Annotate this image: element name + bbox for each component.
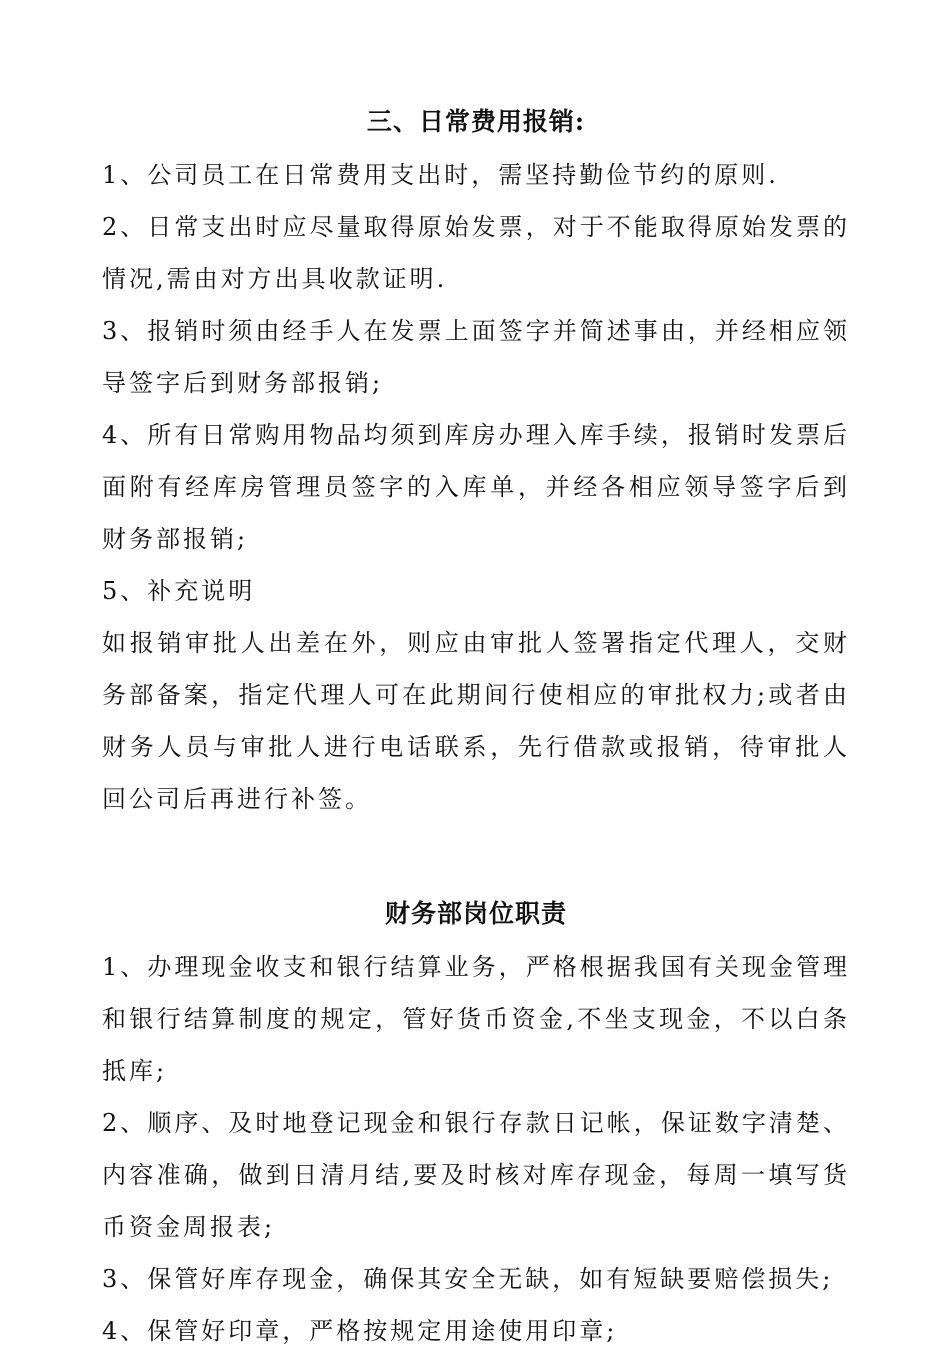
section-spacer xyxy=(102,825,850,887)
section-three-title: 三、日常费用报销: xyxy=(366,107,586,136)
section-three-item-3: 3、报销时须由经手人在发票上面签字并简述事由，并经相应领导签字后到财务部报销; xyxy=(102,317,850,397)
section-three-item-2: 2、日常支出时应尽量取得原始发票，对于不能取得原始发票的情况,需由对方出具收款证明. xyxy=(102,213,850,293)
finance-duty-item-4: 4、保管好印章，严格按规定用途使用印章; xyxy=(102,1317,618,1345)
finance-duty-item-1: 1、办理现金收支和银行结算业务，严格根据我国有关现金管理和银行结算制度的规定，管好货币资金,不坐支现金，不以白条抵库; xyxy=(102,953,850,1085)
section-three-supplement: 如报销审批人出差在外，则应由审批人签署指定代理人，交财务部备案，指定代理人可在此期间行使相应的审批权力;或者由财务人员与审批人进行电话联系，先行借款或报销，待审批人回公司后再进行补签。 xyxy=(102,629,850,813)
finance-duty-item-2: 2、顺序、及时地登记现金和银行存款日记帐，保证数字清楚、内容准确，做到日清月结,要及时核对库存现金，每周一填写货币资金周报表; xyxy=(102,1109,850,1241)
section-three-item-4: 4、所有日常购用物品均须到库房办理入库手续，报销时发票后面附有经库房管理员签字的入库单，并经各相应领导签字后到财务部报销; xyxy=(102,421,850,553)
finance-duty-item-3: 3、保管好库存现金，确保其安全无缺，如有短缺要赔偿损失; xyxy=(102,1265,834,1293)
document-body xyxy=(102,95,850,1357)
section-three-item-1: 1、公司员工在日常费用支出时，需坚持勤俭节约的原则. xyxy=(102,161,779,189)
section-three-item-5: 5、补充说明 xyxy=(102,577,256,605)
finance-duties-title: 财务部岗位职责 xyxy=(384,899,567,928)
